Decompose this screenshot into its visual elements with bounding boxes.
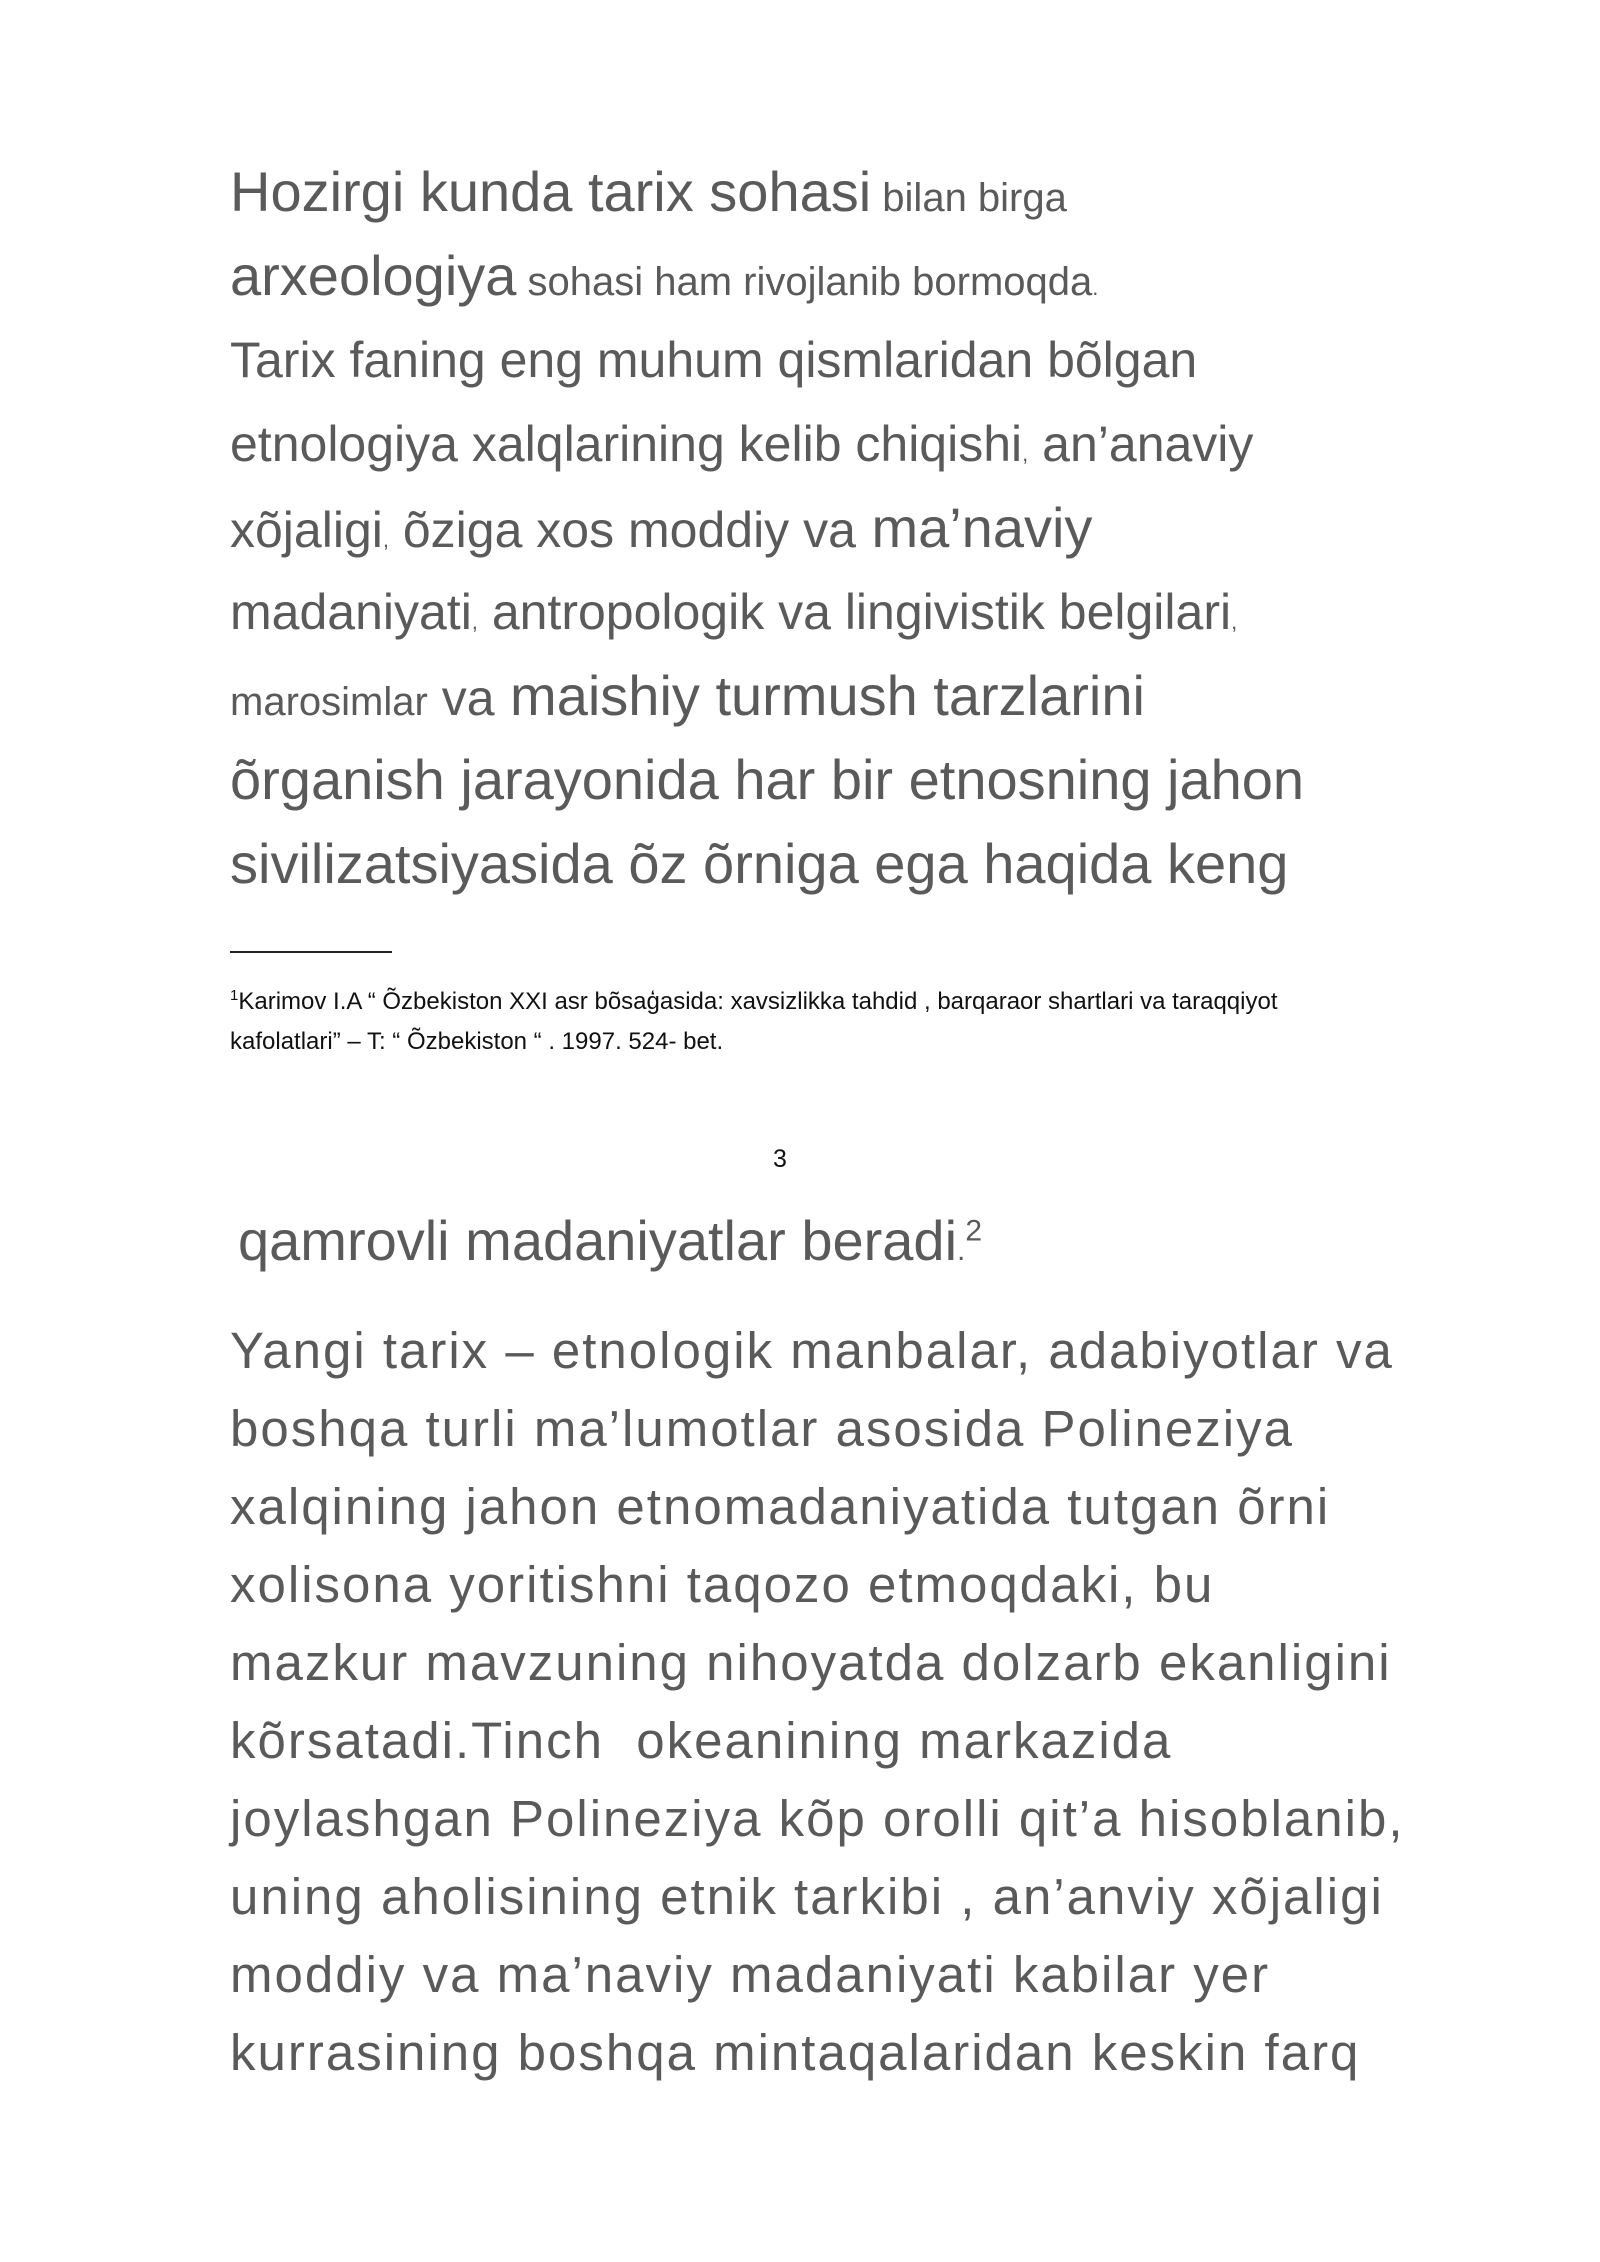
page-number: 3 [773, 1145, 787, 1173]
paragraph-polynesia [230, 1312, 1530, 2092]
text-run: , [1231, 609, 1238, 634]
text-line: mazkur mavzuning nihoyatda dolzarb ekanligini [230, 1634, 1392, 1691]
text-run: maishiy turmush tarzlarini [494, 664, 1145, 727]
text-run: arxeologiya [230, 244, 517, 307]
footnote-line [230, 982, 1450, 1022]
text-run: va [427, 670, 495, 726]
text-line [230, 486, 1490, 570]
text-line [230, 570, 1490, 654]
text-run: xõjaligi [230, 502, 383, 558]
text-run: marosimlar [230, 680, 428, 724]
footnote [230, 982, 1450, 1062]
footnote-marker: 1 [230, 987, 239, 1004]
text-run: antropologik va lingivistik belgilari [477, 584, 1232, 640]
text-run: an’anaviy [1028, 416, 1254, 472]
text-line: Yangi tarix – etnologik manbalar, adabiyotlar va [230, 1322, 1394, 1379]
text-line: kurrasining boshqa mintaqalaridan keskin farq [230, 2024, 1361, 2081]
text-run: , [382, 527, 389, 552]
text-line [230, 402, 1490, 486]
text-run: qamrovli madaniyatlar beradi [238, 1209, 958, 1272]
text-run: etnologiya xalqlarining kelib chiqishi [230, 416, 1023, 472]
footnote-text: Karimov I.A “ Õzbekiston XXI asr bõsaģasida: xavsizlikka tahdid , barqaraor shartlari va taraqqiyot [238, 988, 1278, 1015]
text-line [230, 654, 1490, 738]
text-run: . [1092, 275, 1099, 300]
text-line: kõrsatadi.Tinch okeanining markazida [230, 1712, 1173, 1769]
footnote-reference: 2 [965, 1214, 983, 1248]
text-line: uning aholisining etnik tarkibi , an’anviy xõjaligi [230, 1868, 1384, 1925]
text-line: Tarix faning eng muhum qismlaridan bõlgan [230, 332, 1198, 388]
text-run: , [1022, 441, 1029, 466]
text-line: õrganish jarayonida har bir etnosning jahon [230, 748, 1305, 811]
text-run: õziga xos moddiy va [388, 502, 856, 558]
text-run: ma’naviy [855, 496, 1093, 559]
text-run: . [957, 1234, 966, 1267]
text-run: bilan birga [871, 176, 1067, 220]
text-run: Hozirgi kunda tarix sohasi [230, 160, 872, 223]
text-line: boshqa turli ma’lumotlar asosida Polineziya [230, 1400, 1294, 1457]
text-line [230, 234, 1490, 318]
text-line: moddiy va ma’naviy madaniyati kabilar yer [230, 1946, 1271, 2003]
text-line: xolisona yoritishni taqozo etmoqdaki, bu [230, 1556, 1215, 1613]
paragraph-continuation [238, 1208, 982, 1273]
text-line: xalqining jahon etnomadaniyatida tutgan õrni [230, 1478, 1331, 1535]
text-run: , [471, 609, 478, 634]
text-run: madaniyati [230, 584, 472, 640]
text-line: joylashgan Polineziya kõp orolli qit’a hisoblanib, [230, 1790, 1405, 1847]
text-line: sivilizatsiyasida õz õrniga ega haqida keng [230, 832, 1289, 895]
footnote-line: kafolatlari” – T: “ Õzbekiston “ . 1997. 524- bet. [230, 1028, 724, 1055]
text-line [230, 150, 1490, 234]
text-run: sohasi ham rivojlanib bormoqda [516, 260, 1093, 304]
paragraph-intro [230, 150, 1490, 906]
footnote-separator [230, 951, 392, 953]
